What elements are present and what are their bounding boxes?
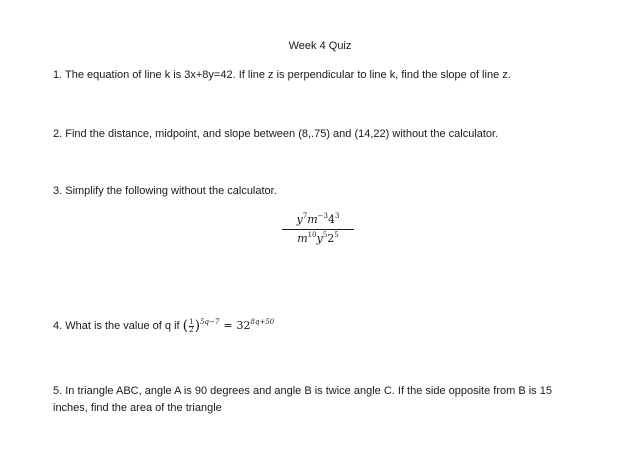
expression-numerator: $y^7m^{-3}4^3$ bbox=[296, 212, 340, 226]
simplify-expression bbox=[282, 213, 354, 246]
question-3: 3. Simplify the following without the calculator. bbox=[53, 185, 277, 197]
one-half-fraction: $\frac{1}{2}$ bbox=[189, 317, 194, 334]
question-1: 1. The equation of line k is 3x+8y=42. If line z is perpendicular to line k, find the slope of line z. bbox=[53, 69, 511, 81]
exponent-equation: ($\frac{1}{2}$ )$^{5q-7} = 32^{8q+50}$ bbox=[182, 317, 275, 334]
question-2: 2. Find the distance, midpoint, and slope between (8,.75) and (14,22) without the calculator. bbox=[53, 128, 499, 140]
expression-denominator: $m^{10}y^52^5$ bbox=[297, 231, 339, 245]
page-title: Week 4 Quiz bbox=[288, 40, 352, 52]
question-4-text: 4. What is the value of q if bbox=[53, 320, 180, 332]
question-5: 5. In triangle ABC, angle A is 90 degrees and angle B is twice angle C. If the side opposite from B is 15 inches, find the area of the triangle bbox=[53, 385, 552, 414]
fraction-bar bbox=[282, 229, 354, 230]
question-4 bbox=[53, 317, 593, 335]
